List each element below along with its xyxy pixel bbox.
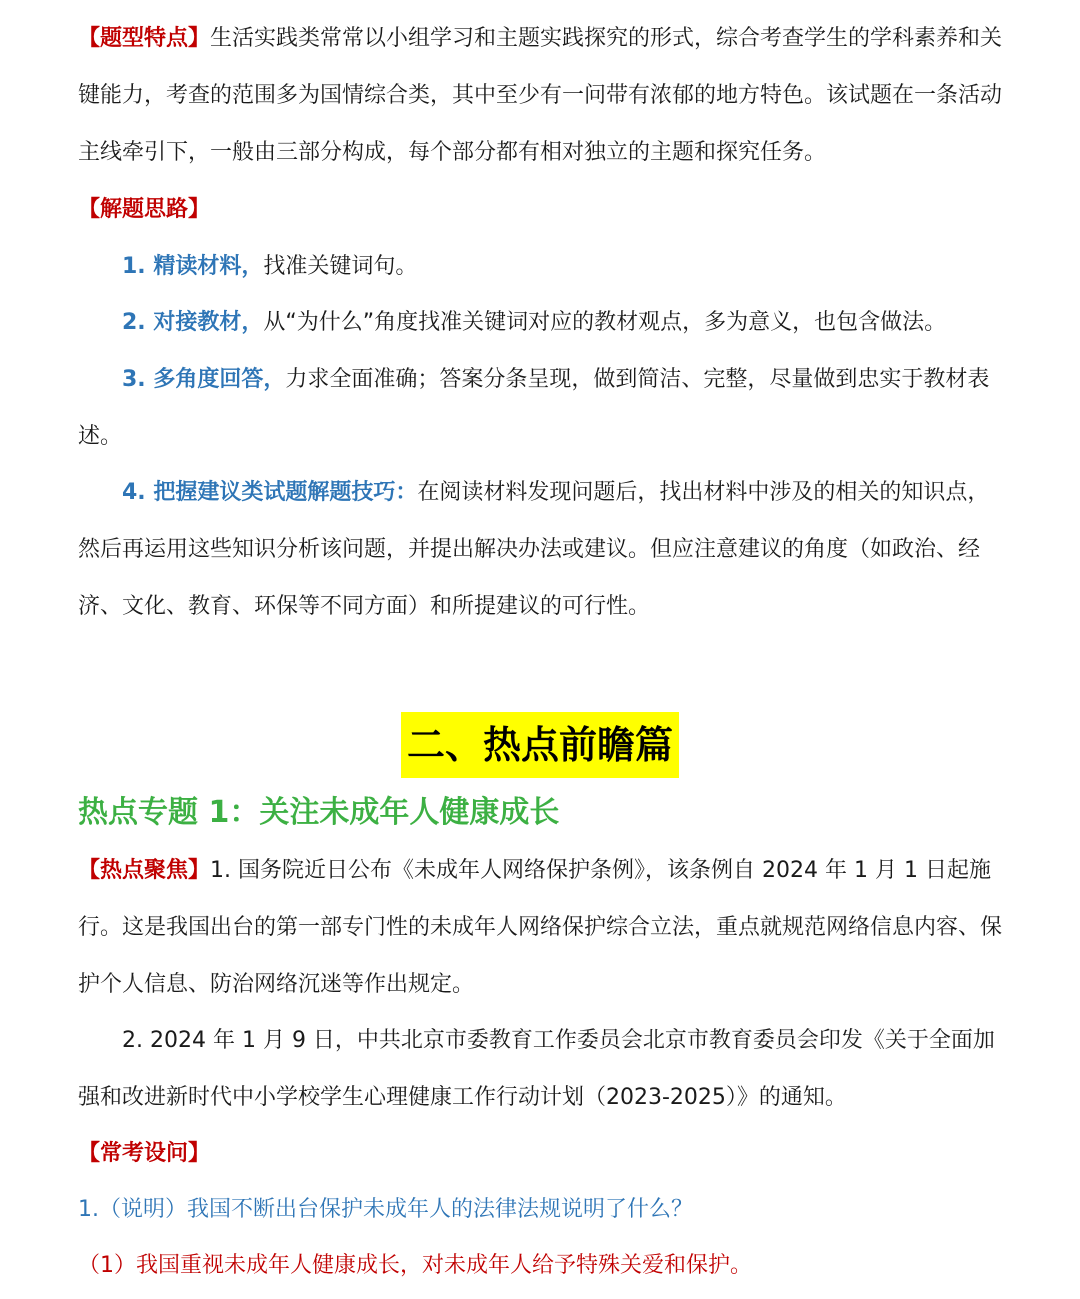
question-type-tag: 【题型特点】 [78, 26, 211, 51]
approach-item-text: 在阅读材料发现问题后，找出材料中涉及的相关的知识点，然后再运用这些知识分析该问题，并提出解决办法或建议。但应注意建议的角度（如政治、经济、文化、教育、环保等不同方面）和所提建议的可行性。 [78, 480, 990, 619]
question-type-text: 生活实践类常常以小组学习和主题实践探究的形式，综合考查学生的学科素养和关键能力，考查的范围多为国情综合类，其中至少有一问带有浓郁的地方特色。该试题在一条活动主线牵引下，一般由三部分构成，每个部分都有相对独立的主题和探究任务。 [78, 26, 1003, 165]
answer-1: （1）我国重视未成年人健康成长，对未成年人给予特殊关爱和保护。 [78, 1253, 752, 1278]
focus-paragraph-1 [78, 842, 1008, 1013]
focus-tag: 【热点聚焦】 [78, 858, 211, 883]
approach-item-lead: 3. 多角度回答， [122, 367, 286, 392]
focus-text-2: 2. 2024 年 1 月 9 日，中共北京市委教育工作委员会北京市教育委员会印发《关于全面加强和改进新时代中小学校学生心理健康工作行动计划（2023-2025）》的通知。 [78, 1028, 995, 1110]
focus-text-1: 1. 国务院近日公布《未成年人网络保护条例》，该条例自 2024 年 1 月 1 日起施行。这是我国出台的第一部专门性的未成年人网络保护综合立法，重点就规范网络信息内容、保护个人信息、防治网络沉迷等作出规定。 [78, 858, 1003, 997]
approach-item-text: 找准关键词句。 [263, 254, 418, 279]
approach-tag: 【解题思路】 [78, 197, 211, 222]
question-type-paragraph [78, 10, 1008, 181]
approach-item-text: 从“为什么”角度找准关键词对应的教材观点，多为意义，也包含做法。 [263, 310, 947, 335]
approach-item [78, 351, 1008, 465]
topic-title: 热点专题 1：关注未成年人健康成长 [78, 795, 560, 830]
approach-item-lead: 4. 把握建议类试题解题技巧： [122, 480, 418, 505]
approach-item [78, 238, 1008, 295]
question-1: 1.（说明）我国不断出台保护未成年人的法律法规说明了什么？ [78, 1197, 693, 1222]
approach-item [78, 464, 1008, 635]
section-title-row [0, 712, 1080, 778]
approach-item-text: 力求全面准确；答案分条呈现，做到简洁、完整，尽量做到忠实于教材表述。 [78, 367, 990, 449]
section-title: 二、热点前瞻篇 [401, 712, 679, 778]
questions-tag: 【常考设问】 [78, 1141, 211, 1166]
questions-heading [78, 1125, 1008, 1182]
approach-item-lead: 1. 精读材料， [122, 254, 264, 279]
focus-paragraph-2 [78, 1012, 1008, 1126]
approach-item-lead: 2. 对接教材， [122, 310, 264, 335]
approach-item [78, 294, 1008, 351]
approach-heading [78, 181, 1008, 238]
